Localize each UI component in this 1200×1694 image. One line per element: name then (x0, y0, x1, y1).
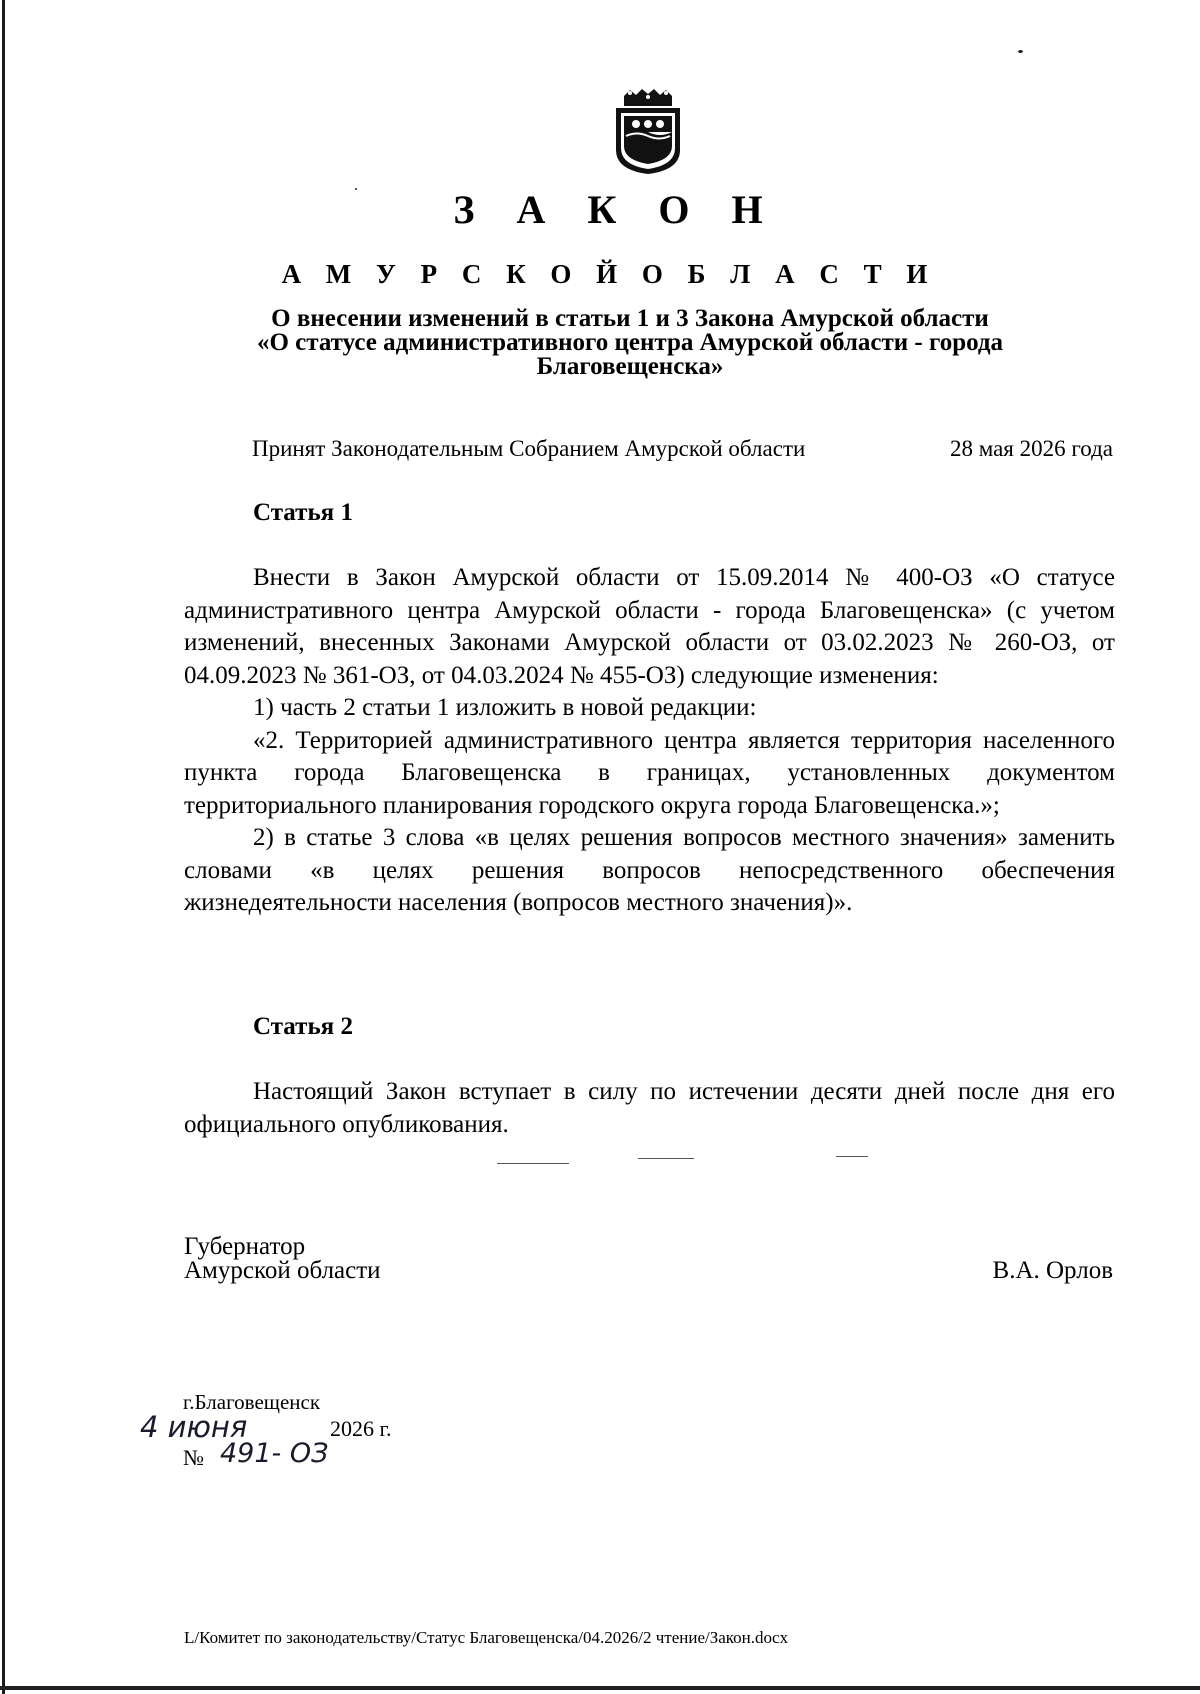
handwritten-date: 4 июня (140, 1410, 248, 1444)
signer-title-line: Амурской области (184, 1257, 381, 1284)
article-2-title: Статья 2 (253, 1013, 353, 1040)
paragraph: Внести в Закон Амурской области от 15.09.2014 № 400-ОЗ «О статусе административного центра Амурской области - города Благовещенска» (с учетом изменений, внесенных Законами Амурской области от 03.02.2023 № 260-ОЗ, от 04.09.2023 № 361-ОЗ, от 04.03.2024 № 455-ОЗ) следующие изменения: (184, 564, 1115, 689)
scan-speck (1018, 50, 1023, 53)
handwritten-law-number: 491- ОЗ (220, 1438, 329, 1469)
coat-of-arms-emblem (610, 88, 686, 176)
scan-smudge (836, 1156, 868, 1157)
signer-title (184, 1235, 381, 1283)
heading-line: Благовещенска» (536, 353, 724, 380)
signer-name: В.А. Орлов (992, 1257, 1113, 1284)
paragraph: 1) часть 2 статьи 1 изложить в новой редакции: (253, 694, 757, 721)
article-1-body (184, 562, 1115, 920)
signer-title-line: Губернатор (184, 1233, 306, 1260)
scan-smudge (638, 1158, 694, 1159)
paragraph: Настоящий Закон вступает в силу по истечении десяти дней после дня его официального опубликования. (184, 1078, 1115, 1138)
scan-edge-bottom (0, 1686, 1200, 1690)
place-of-signing: г.Благовещенск (183, 1390, 321, 1414)
year: 2026 г. (330, 1416, 392, 1441)
heading-line: О внесении изменений в статьи 1 и 3 Закона Амурской области (271, 305, 989, 332)
law-title: З А К О Н (453, 187, 779, 232)
paragraph: «2. Территорией административного центра является территория населенного пункта города Благовещенска в границах, установленных документом территориального планирования городского округа города Благовещенска.»; (184, 726, 1115, 819)
adopted-date: 28 мая 2026 года (949, 436, 1113, 461)
heading-line: «О статусе административного центра Амурской области - города (256, 329, 1004, 356)
adopted-by: Принят Законодательным Собранием Амурской области (252, 436, 806, 461)
file-path-footer: L/Комитет по законодательству/Статус Благовещенска/04.2026/2 чтение/Закон.docx (184, 1628, 789, 1647)
number-prefix: № (183, 1445, 204, 1470)
law-region: А М У Р С К О Й О Б Л А С Т И (281, 259, 937, 289)
scan-edge (2, 0, 5, 1694)
paragraph: 2) в статье 3 слова «в целях решения вопросов местного значения» заменить словами «в целях решения вопросов непосредственного обеспечения жизнедеятельности населения (вопросов местного значения)». (184, 824, 1115, 916)
article-1-title: Статья 1 (253, 499, 353, 526)
article-2-body (184, 1076, 1115, 1141)
law-heading (200, 307, 1060, 379)
scan-smudge (497, 1163, 569, 1164)
